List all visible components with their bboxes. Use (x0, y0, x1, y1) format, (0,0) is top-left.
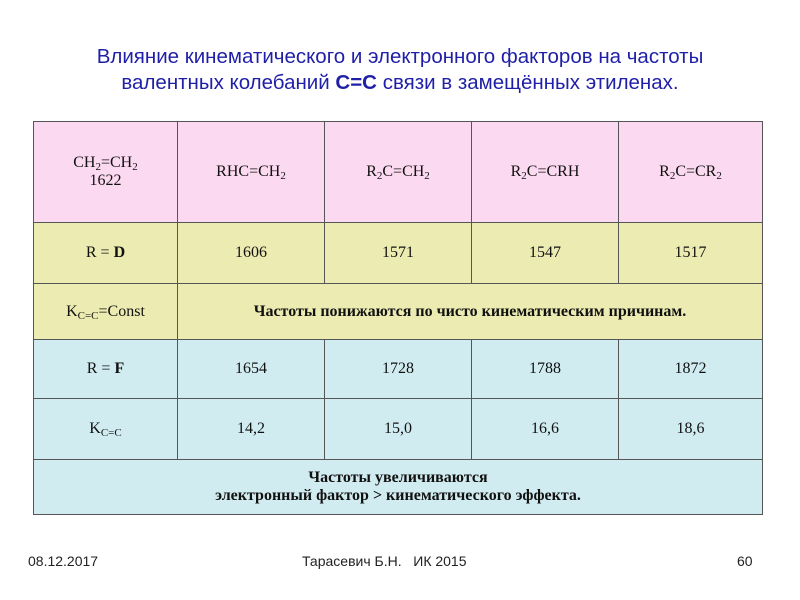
conclusion-cell (33, 459, 763, 515)
row-k-value: 14,2 (177, 398, 325, 460)
header-cell-ethylene: $CH_2=CH_2$ 1622 (33, 121, 178, 223)
row-d-value: 1517 (618, 222, 763, 284)
row-d-value: 1547 (471, 222, 619, 284)
header-cell-r2c-cr2: $R_2C=CR_2$ (618, 121, 763, 223)
row-f-value: 1654 (177, 339, 325, 399)
header-cell-r2c-crh: $R_2C=CRH$ (471, 121, 619, 223)
conclusion-line-2: электронный фактор > кинематического эффекта. (215, 487, 581, 504)
row-k-value: 16,6 (471, 398, 619, 460)
header-cell-r2c-ch2: $R_2C=CH_2$ (324, 121, 472, 223)
row-k-value: 18,6 (618, 398, 763, 460)
row-f-value: 1788 (471, 339, 619, 399)
title-line-2: валентных колебаний C=C связи в замещённых этиленах. (121, 71, 679, 94)
row-k-label: $K_{C=C}$ (33, 398, 178, 460)
footer-date: 08.12.2017 (28, 553, 99, 569)
row-k-const-text: Частоты понижаются по чисто кинематическим причинам. (177, 283, 763, 340)
title-line-1: Влияние кинематического и электронного факторов на частоты (96, 45, 704, 68)
footer-page-number: 60 (737, 553, 753, 569)
row-k-const-label: $K_{C=C}=Const$ (33, 283, 178, 340)
ethylene-frequency: 1622 (89, 172, 122, 189)
row-f-value: 1728 (324, 339, 472, 399)
slide-title (0, 44, 800, 96)
header-cell-rhc: $RHC=CH_2$ (177, 121, 325, 223)
footer-author: Тарасевич Б.Н. ИК 2015 (302, 553, 467, 569)
row-d-value: 1606 (177, 222, 325, 284)
row-k-value: 15,0 (324, 398, 472, 460)
row-f-value: 1872 (618, 339, 763, 399)
row-d-value: 1571 (324, 222, 472, 284)
row-d-label: R = D (33, 222, 178, 284)
conclusion-line-1: Частоты увеличиваются (308, 469, 488, 486)
row-f-label: R = F (33, 339, 178, 399)
